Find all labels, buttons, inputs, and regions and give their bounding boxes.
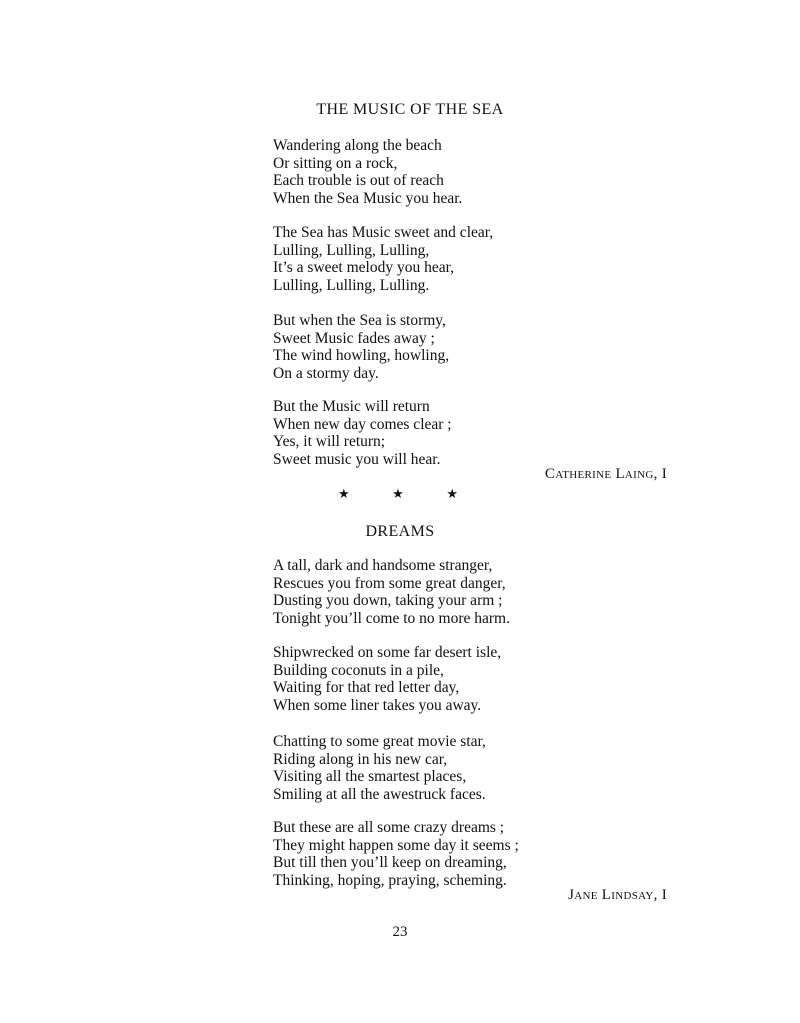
poem2-stanza-2 (273, 644, 501, 714)
poem-line: Sweet music you will hear. (273, 450, 441, 468)
poem-line: But the Music will return (273, 398, 430, 415)
poem-line: Wandering along the beach (273, 137, 442, 154)
poem-line: But till then you’ll keep on dreaming, (273, 854, 507, 872)
star-icon: ★ (392, 486, 404, 501)
poem-line: Lulling, Lulling, Lulling. (273, 276, 430, 294)
poem-author-credit: Catherine Laing, I (544, 466, 667, 482)
star-icon: ★ (338, 486, 350, 501)
poem-line: Smiling at all the awestruck faces. (273, 785, 486, 803)
poem-line: Riding along in his new car, (273, 750, 448, 768)
poem-line: A tall, dark and handsome stranger, (273, 557, 493, 574)
poem-title-dreams: DREAMS (365, 523, 435, 540)
poem-line: When the Sea Music you hear. (273, 189, 463, 207)
poem-line: The wind howling, howling, (273, 347, 450, 365)
poem1-stanza-2 (273, 224, 493, 294)
poem-title-music-of-the-sea: THE MUSIC OF THE SEA (316, 101, 504, 118)
poem-line: Visiting all the smartest places, (273, 768, 467, 786)
poem-line: But when the Sea is stormy, (273, 312, 446, 329)
poem-author-credit: Jane Lindsay, I (568, 887, 667, 903)
poem2-stanza-1 (273, 557, 510, 627)
poem-line: Shipwrecked on some far desert isle, (273, 644, 502, 661)
poem-line: When new day comes clear ; (273, 415, 452, 433)
poem-line: Dusting you down, taking your arm ; (273, 592, 503, 610)
star-icon: ★ (446, 486, 458, 501)
poem-line: Each trouble is out of reach (273, 172, 444, 190)
poem-line: Lulling, Lulling, Lulling, (273, 241, 430, 259)
poem-line: The Sea has Music sweet and clear, (273, 224, 494, 241)
poem-line: Rescues you from some great danger, (273, 574, 506, 592)
poem-line: But these are all some crazy dreams ; (273, 819, 505, 836)
poem-line: Tonight you’ll come to no more harm. (273, 609, 510, 627)
poem1-stanza-1 (273, 137, 462, 207)
section-separator (338, 486, 458, 502)
poem-line: Chatting to some great movie star, (273, 733, 486, 750)
poem-line: Sweet Music fades away ; (273, 329, 435, 347)
poem-line: They might happen some day it seems ; (273, 836, 519, 854)
poem-line: Or sitting on a rock, (273, 154, 398, 172)
poem-line: Waiting for that red letter day, (273, 679, 460, 697)
poem1-stanza-4 (273, 398, 452, 468)
poem1-stanza-3 (273, 312, 449, 382)
poem-line: Yes, it will return; (273, 433, 386, 451)
poem2-stanza-4 (273, 819, 519, 889)
poem-line: Building coconuts in a pile, (273, 661, 444, 679)
poem-line: On a stormy day. (273, 364, 379, 382)
poem2-stanza-3 (273, 733, 486, 803)
poem-line: Thinking, hoping, praying, scheming. (273, 871, 507, 889)
page-number: 23 (392, 924, 408, 940)
poem-line: It’s a sweet melody you hear, (273, 259, 455, 277)
poem-line: When some liner takes you away. (273, 696, 482, 714)
